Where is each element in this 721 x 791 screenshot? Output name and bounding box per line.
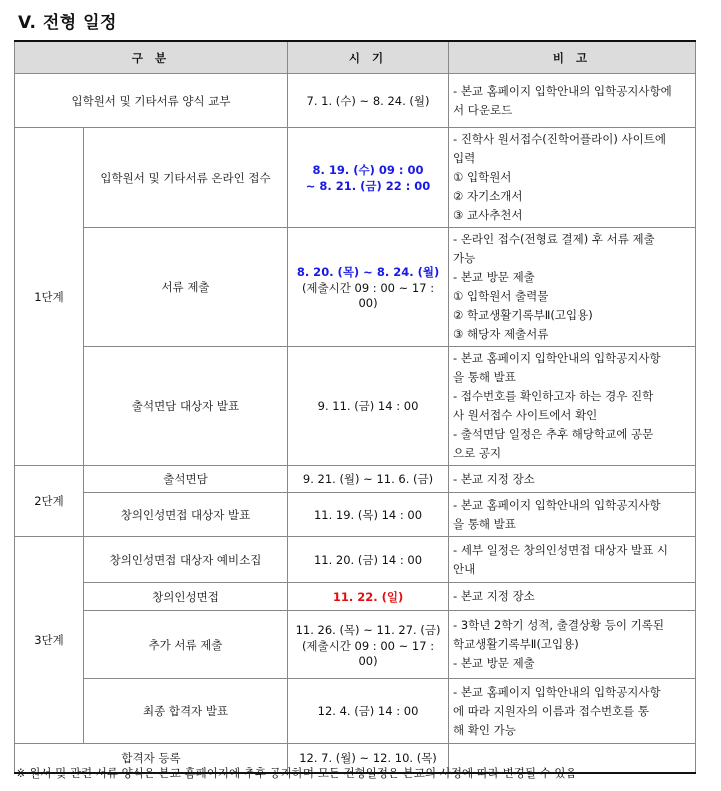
- table-row: [15, 347, 696, 466]
- row-notes: [449, 537, 696, 583]
- row-period: 11. 22. (일): [288, 583, 449, 611]
- row-item: 입학원서 및 기타서류 온라인 접수: [84, 128, 288, 228]
- row-period: 12. 4. (금) 14 : 00: [288, 679, 449, 744]
- row-period: 11. 20. (금) 14 : 00: [288, 537, 449, 583]
- note-line: - 출석면담 일정은 추후 해당학교에 공문: [453, 427, 654, 441]
- row-item: 출석면담: [84, 466, 288, 493]
- row-notes: [449, 583, 696, 611]
- note-line: - 본교 홈페이지 입학안내의 입학공지사항: [453, 497, 661, 512]
- table-row: [15, 493, 696, 537]
- row-notes: [449, 466, 696, 493]
- row-notes: [449, 493, 696, 537]
- note-line: - 본교 홈페이지 입학안내의 입학공지사항: [453, 684, 661, 699]
- note-line: 에 따라 지원자의 이름과 접수번호를 통: [453, 703, 650, 718]
- note-line: 안내: [453, 561, 476, 576]
- table-row: [15, 128, 696, 228]
- footer-note: ※ 원서 및 관련 서류 양식은 본교 홈페이지에 추후 공지하며 모든 전형일정은 본교의 사정에 따라 변경될 수 있음: [16, 766, 577, 780]
- row-period: [288, 228, 449, 347]
- row-item: 창의인성면접 대상자 예비소집: [84, 537, 288, 583]
- row-item: 추가 서류 제출: [84, 611, 288, 679]
- note-line: 을 통해 발표: [453, 516, 516, 531]
- table-row: [15, 466, 696, 493]
- note-line: ③ 교사추천서: [453, 208, 523, 222]
- note-line: 학교생활기록부Ⅱ(고입용): [453, 637, 579, 651]
- section-title: V. 전형 일정: [18, 13, 117, 33]
- note-line: ① 입학원서 출력물: [453, 289, 549, 303]
- row-period: 12. 7. (월) ~ 12. 10. (목): [288, 744, 449, 773]
- stage-label: 1단계: [15, 128, 84, 466]
- row-item: 합격자 등록: [15, 744, 288, 773]
- note-line: - 본교 방문 제출: [453, 656, 535, 670]
- period-line: (제출시간 09 : 00 ~ 17 : 00): [301, 638, 435, 668]
- stage-label: 3단계: [15, 537, 84, 744]
- row-item: 출석면담 대상자 발표: [84, 347, 288, 466]
- table-row: [15, 611, 696, 679]
- table-row: [15, 679, 696, 744]
- row-notes: [449, 679, 696, 744]
- note-line: 을 통해 발표: [453, 370, 516, 384]
- note-line: - 본교 방문 제출: [453, 270, 535, 284]
- note-line: - 본교 홈페이지 입학안내의 입학공지사항: [453, 351, 661, 365]
- note-line: ② 자기소개서: [453, 189, 523, 203]
- note-line: - 진학사 원서접수(진학어플라이) 사이트에: [453, 132, 666, 146]
- note-line: - 세부 일정은 창의인성면접 대상자 발표 시: [453, 542, 668, 557]
- note-line: 가능: [453, 251, 476, 265]
- row-notes: [449, 74, 696, 128]
- note-line: - 3학년 2학기 성적, 출결상황 등이 기록된: [453, 618, 665, 632]
- period-line: 8. 20. (목) ~ 8. 24. (월): [296, 265, 440, 279]
- row-item: 최종 합격자 발표: [84, 679, 288, 744]
- table-row: [15, 74, 696, 128]
- row-period: [288, 611, 449, 679]
- row-item: 서류 제출: [84, 228, 288, 347]
- table-header-row: [15, 41, 696, 74]
- table-row: [15, 583, 696, 611]
- stage-label: 2단계: [15, 466, 84, 537]
- period-line: ~ 8. 21. (금) 22 : 00: [305, 178, 431, 193]
- note-line: - 본교 지정 장소: [453, 589, 535, 603]
- note-line: ③ 해당자 제출서류: [453, 327, 549, 341]
- row-notes: [449, 228, 696, 347]
- note-line: 서 다운로드: [453, 102, 513, 117]
- row-period: 11. 19. (목) 14 : 00: [288, 493, 449, 537]
- row-notes: [449, 128, 696, 228]
- note-line: 사 원서접수 사이트에서 확인: [453, 408, 598, 422]
- note-line: ② 학교생활기록부Ⅱ(고입용): [453, 308, 593, 322]
- period-line: 11. 26. (목) ~ 11. 27. (금): [295, 622, 441, 637]
- note-line: ① 입학원서: [453, 170, 512, 184]
- note-line: - 본교 홈페이지 입학안내의 입학공지사항에: [453, 83, 672, 98]
- note-line: - 본교 지정 장소: [453, 471, 535, 486]
- note-line: - 접수번호를 확인하고자 하는 경우 진학: [453, 389, 654, 403]
- table-row: [15, 228, 696, 347]
- row-notes: [449, 611, 696, 679]
- row-period: 9. 11. (금) 14 : 00: [288, 347, 449, 466]
- row-item: 창의인성면접 대상자 발표: [84, 493, 288, 537]
- note-line: 으로 공지: [453, 446, 502, 460]
- header-period: 시 기: [288, 41, 449, 74]
- header-category: 구 분: [15, 41, 288, 74]
- table-row: [15, 537, 696, 583]
- row-period: [288, 128, 449, 228]
- note-line: 입력: [453, 151, 476, 165]
- note-line: - 온라인 접수(전형료 결제) 후 서류 제출: [453, 232, 655, 246]
- schedule-table: [14, 40, 696, 774]
- period-line: (제출시간 09 : 00 ~ 17 : 00): [301, 281, 435, 310]
- period-line: 8. 19. (수) 09 : 00: [312, 162, 424, 177]
- row-period: 9. 21. (월) ~ 11. 6. (금): [288, 466, 449, 493]
- row-item: 입학원서 및 기타서류 양식 교부: [15, 74, 288, 128]
- header-remarks: 비 고: [449, 41, 696, 74]
- note-line: 해 확인 가능: [453, 722, 516, 737]
- row-item: 창의인성면접: [84, 583, 288, 611]
- row-period: 7. 1. (수) ~ 8. 24. (월): [288, 74, 449, 128]
- row-notes: [449, 347, 696, 466]
